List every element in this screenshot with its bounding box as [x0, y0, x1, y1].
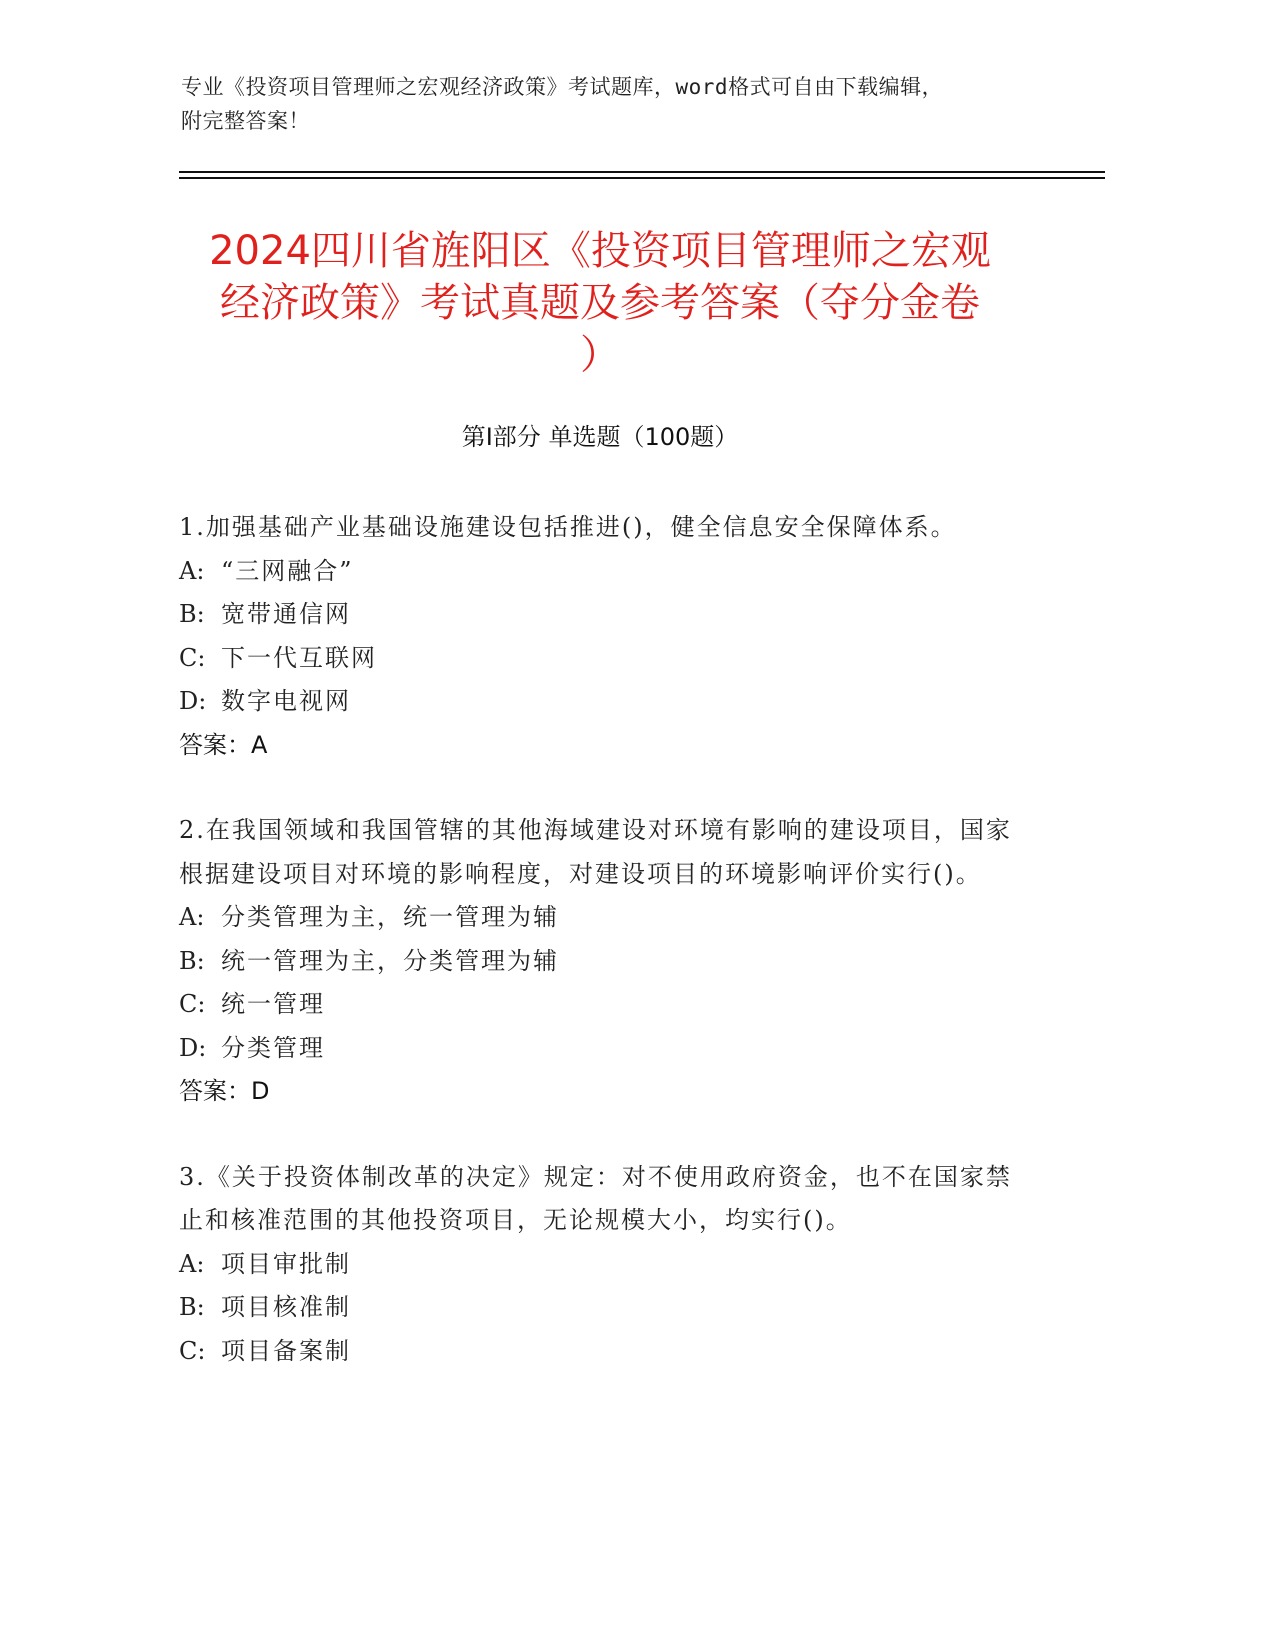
header-divider-bottom	[179, 177, 1105, 179]
header-note-line-1: 专业《投资项目管理师之宏观经济政策》考试题库，word格式可自由下载编辑，	[181, 75, 944, 99]
option-b	[179, 1286, 1019, 1330]
question-3	[179, 1156, 1019, 1374]
question-1	[179, 506, 1019, 767]
document-title	[150, 225, 1050, 381]
option-text: 项目核准制	[221, 1293, 351, 1321]
option-a	[179, 896, 1019, 940]
option-text: 下一代互联网	[221, 643, 377, 672]
question-2	[179, 809, 1019, 1114]
option-b	[179, 940, 1019, 984]
section-heading: 第Ⅰ部分 单选题（100题）	[461, 423, 739, 451]
option-letter: A:	[179, 1249, 205, 1278]
option-text: 统一管理	[221, 990, 325, 1018]
option-b	[179, 593, 1019, 637]
option-letter: B:	[179, 1293, 205, 1321]
option-letter: C:	[179, 643, 206, 672]
option-c	[179, 637, 1019, 681]
title-line-1: 2024四川省旌阳区《投资项目管理师之宏观	[209, 228, 991, 274]
header-divider-top	[179, 171, 1105, 173]
option-c	[179, 1330, 1019, 1374]
option-a	[179, 1243, 1019, 1287]
option-letter: D:	[179, 1033, 207, 1062]
option-text: 分类管理	[221, 1033, 325, 1062]
option-text: 项目审批制	[221, 1249, 351, 1278]
option-letter: D:	[179, 687, 207, 715]
option-a	[179, 550, 1019, 594]
option-letter: B:	[179, 946, 205, 975]
option-text: 项目备案制	[221, 1336, 351, 1365]
option-letter: C:	[179, 1336, 206, 1365]
option-text: 统一管理为主，分类管理为辅	[221, 946, 559, 975]
option-text: 宽带通信网	[221, 600, 351, 628]
question-stem: 2.在我国领域和我国管辖的其他海域建设对环境有影响的建设项目，国家根据建设项目对环境的影响程度，对建设项目的环境影响评价实行()。	[179, 816, 1012, 888]
answer-line: 答案：D	[179, 1077, 270, 1105]
option-c	[179, 983, 1019, 1027]
option-letter: C:	[179, 990, 206, 1018]
option-letter: A:	[179, 556, 205, 585]
option-text: “三网融合”	[221, 556, 354, 585]
title-line-3: ）	[580, 332, 620, 378]
option-d	[179, 680, 1019, 724]
question-list	[179, 506, 1019, 1415]
option-text: 分类管理为主，统一管理为辅	[221, 903, 559, 931]
option-letter: A:	[179, 903, 205, 931]
option-d	[179, 1027, 1019, 1071]
option-letter: B:	[179, 600, 205, 628]
header-note-line-2: 附完整答案！	[181, 109, 310, 133]
option-text: 数字电视网	[221, 687, 351, 715]
header-note	[181, 70, 1081, 138]
question-stem: 1.加强基础产业基础设施建设包括推进()，健全信息安全保障体系。	[179, 513, 957, 541]
title-line-2: 经济政策》考试真题及参考答案（夺分金卷	[220, 280, 980, 326]
question-stem: 3.《关于投资体制改革的决定》规定：对不使用政府资金，也不在国家禁止和核准范围的其他投资项目，无论规模大小，均实行()。	[179, 1162, 1012, 1234]
answer-line: 答案：A	[179, 730, 268, 759]
